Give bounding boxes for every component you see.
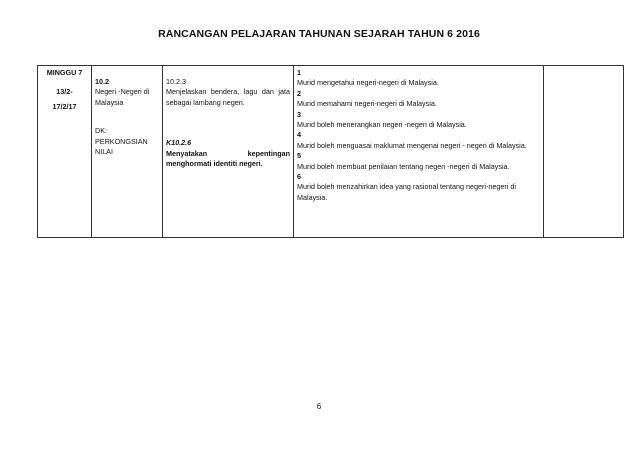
k-code: K10.2.6	[166, 138, 192, 148]
outcome-number: 1	[297, 68, 301, 77]
standard-cell	[163, 66, 294, 238]
document-title: RANCANGAN PELAJARAN TAHUNAN SEJARAH TAHUN 6 2016	[158, 28, 480, 40]
page-number: 6	[316, 402, 322, 411]
outcome-number: 5	[297, 151, 301, 161]
outcome-number: 3	[297, 109, 301, 119]
outcome-text: Murid mengetahui negeri-negeri di Malaysia.	[297, 78, 439, 88]
date-end: 17/2/17	[52, 101, 77, 111]
outcomes-cell	[294, 66, 544, 238]
topic-code: 10.2	[95, 77, 109, 86]
dk-value: PERKONGSIAN NILAI	[95, 136, 148, 157]
week-cell	[38, 66, 92, 238]
outcome-number: 4	[297, 130, 301, 140]
topic-name: Negeri -Negeri di Malaysia	[95, 87, 150, 107]
week-label: MINGGU 7	[46, 68, 83, 77]
notes-cell	[544, 66, 624, 238]
outcome-text: Murid boleh menerangkan negeri -negeri di Malaysia.	[297, 120, 467, 130]
topic-cell	[92, 66, 163, 238]
outcome-text: Murid memahami negeri-negeri di Malaysia.	[297, 99, 437, 109]
standard-text: Menjelaskan bendera, lagu dan jata sebagai lambang negeri.	[166, 87, 290, 107]
table-row	[38, 66, 624, 238]
dk-label: DK:	[95, 126, 107, 136]
standard-code: 10.2.3	[166, 77, 186, 86]
outcome-text: Murid boleh menguasai maklumat mengenai negeri - negeri di Malaysia.	[297, 140, 527, 150]
outcome-number: 2	[297, 88, 301, 98]
lesson-plan-table	[37, 65, 624, 238]
outcome-number: 6	[297, 172, 301, 182]
k-text: Menyatakan kepentingan menghormati identiti negeri.	[166, 148, 290, 169]
date-start: 13/2-	[56, 87, 73, 97]
outcome-text: Murid boleh membuat penilaian tentang negeri -negeri di Malaysia.	[297, 161, 510, 171]
outcome-text: Murid boleh menzahirkan idea yang rasional tentang negeri-negeri di Malaysia.	[297, 182, 516, 202]
